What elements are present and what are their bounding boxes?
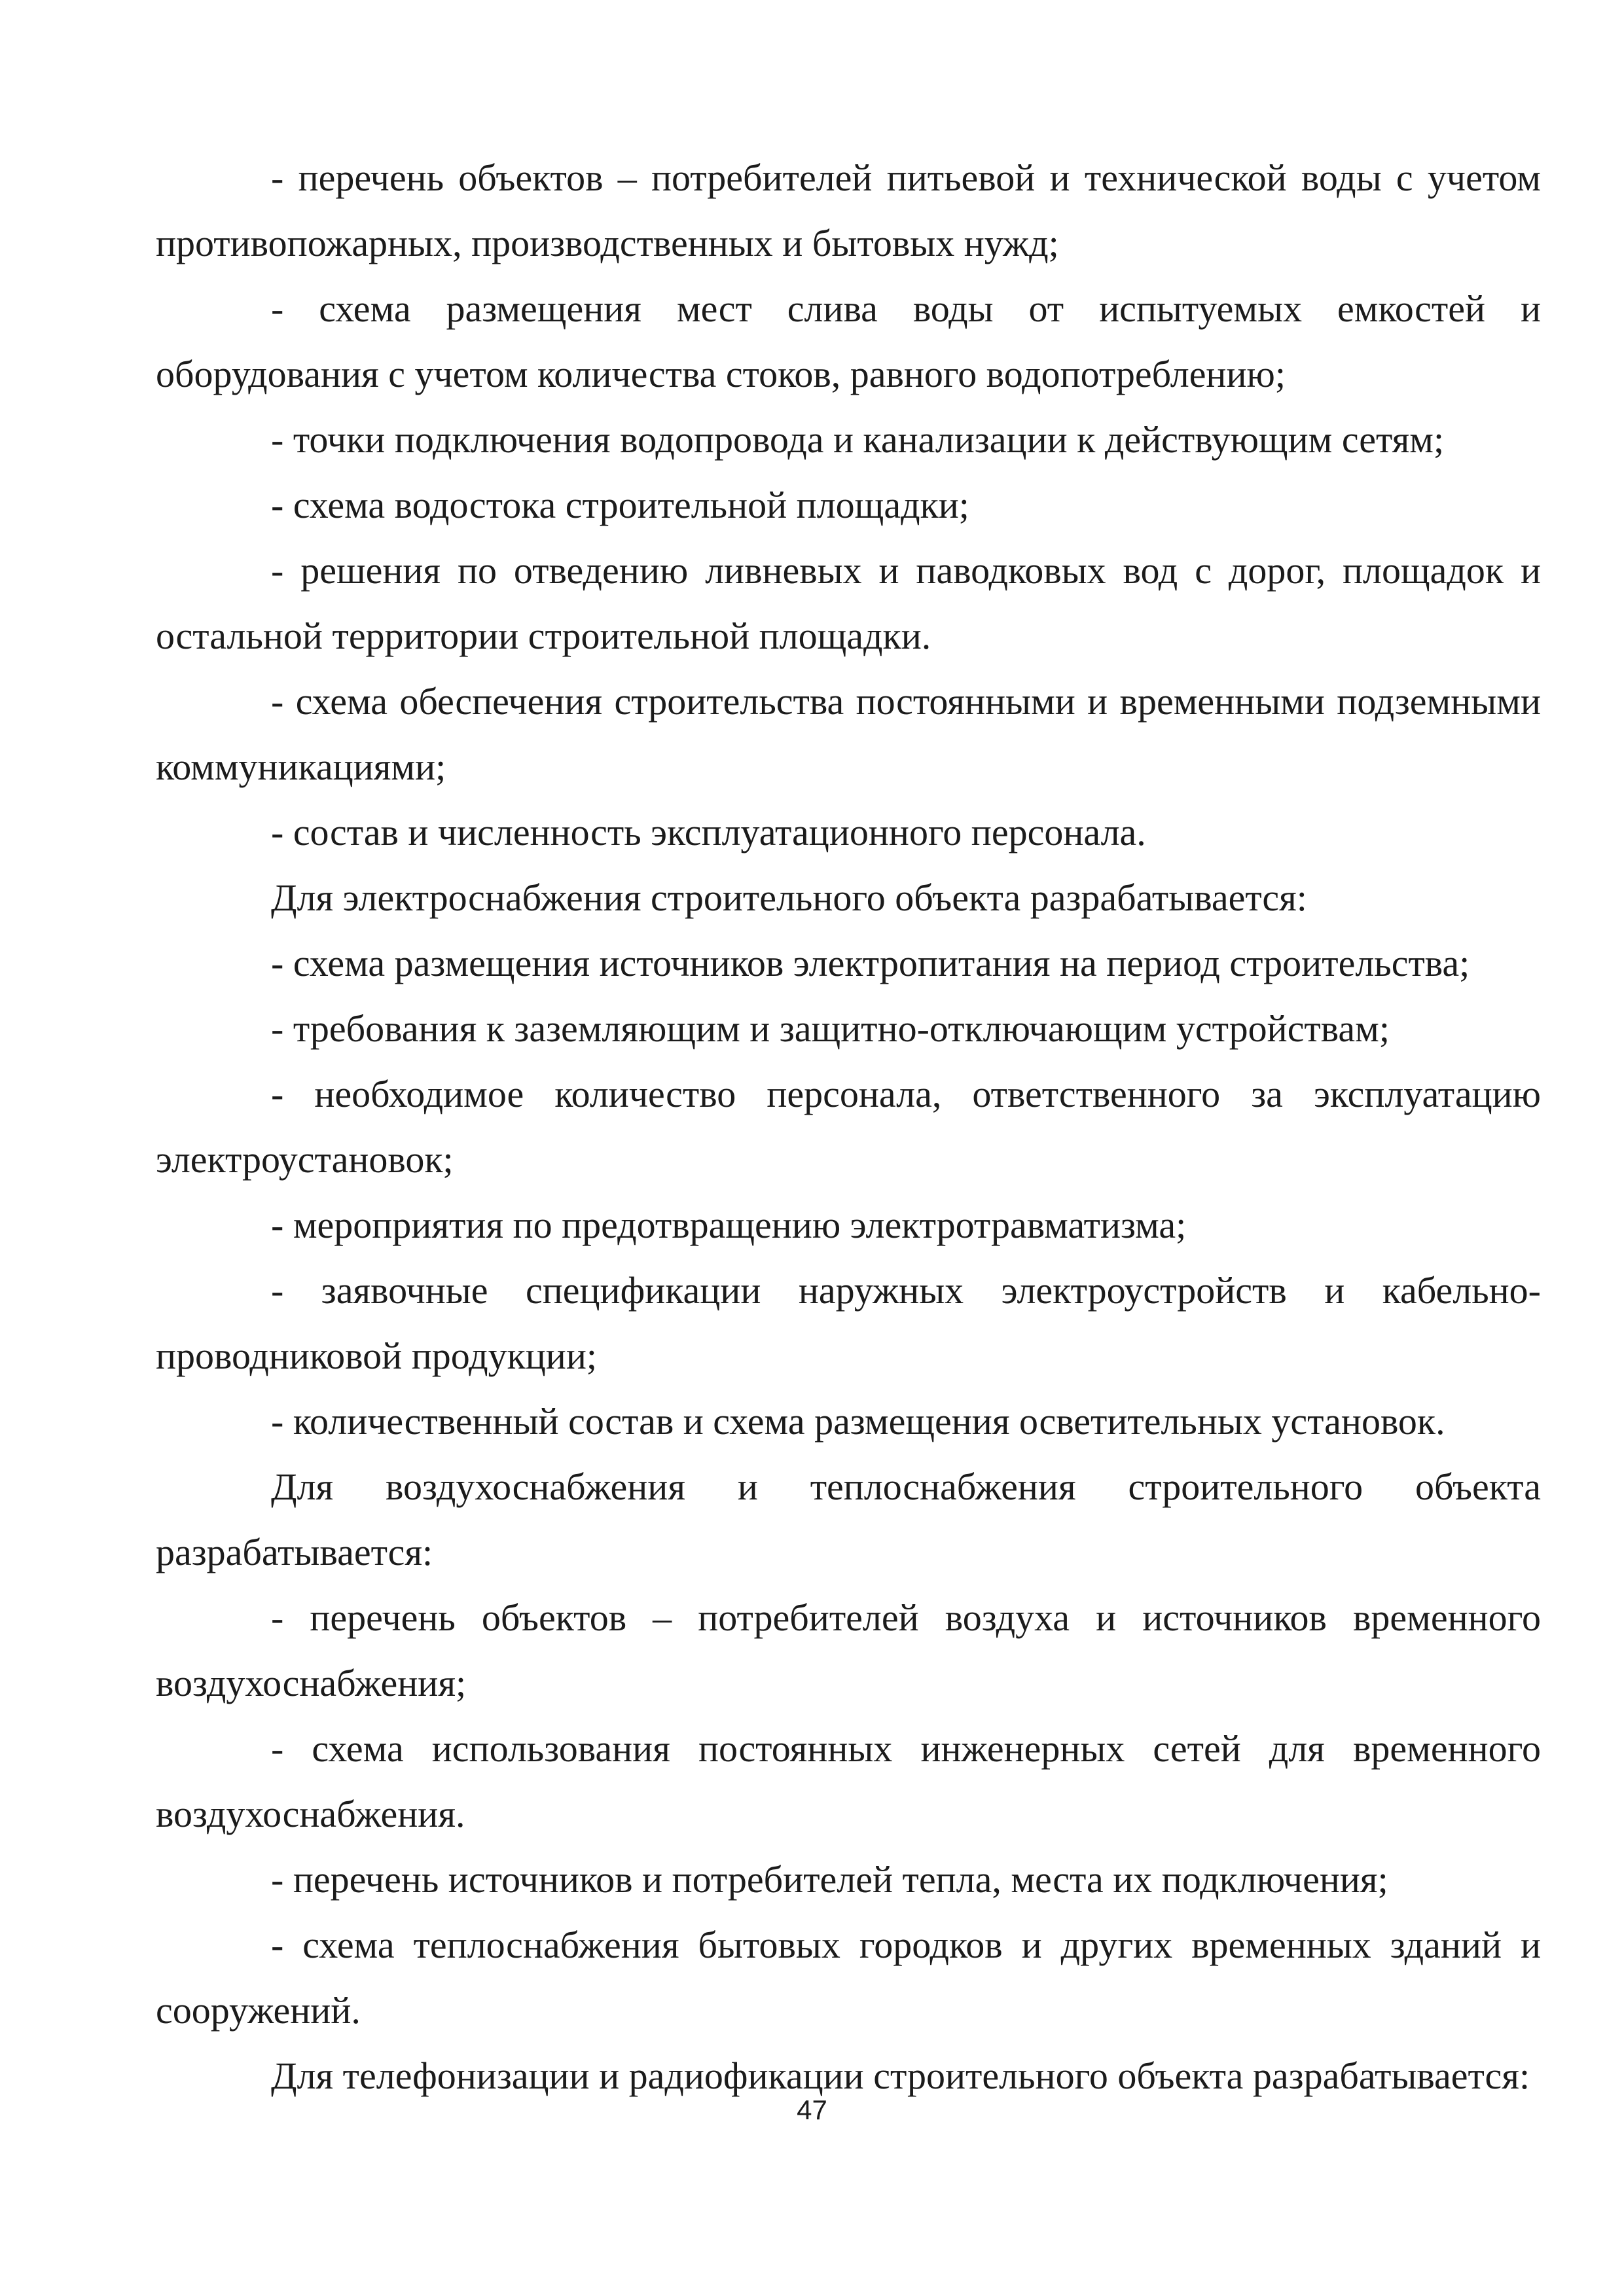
paragraph-telephony-heading: Для телефонизации и радиофикации строительного объекта разрабатывается: bbox=[271, 2054, 1530, 2097]
paragraph-operating-staff: - состав и численность эксплуатационного персонала. bbox=[271, 811, 1146, 853]
paragraph-underground-utilities: - схема обеспечения строительства постоянными и временными подземными коммуникациями; bbox=[156, 680, 1541, 788]
paragraph-air-consumers: - перечень объектов – потребителей воздуха и источников временного воздухоснабжения; bbox=[156, 1596, 1541, 1704]
paragraph-drainage-scheme: - схема водостока строительной площадки; bbox=[271, 484, 969, 526]
paragraph-heat-supply-scheme: - схема теплоснабжения бытовых городков и других временных зданий и сооружений. bbox=[156, 1924, 1541, 2032]
paragraph-power-sources: - схема размещения источников электропитания на период строительства; bbox=[271, 942, 1470, 984]
paragraph-air-heat-heading: Для воздухоснабжения и теплоснабжения строительного объекта разрабатывается: bbox=[156, 1465, 1541, 1573]
paragraph-air-networks: - схема использования постоянных инженерных сетей для временного воздухоснабжения. bbox=[156, 1727, 1541, 1835]
paragraph-lighting-installations: - количественный состав и схема размещения осветительных установок. bbox=[271, 1400, 1445, 1443]
paragraph-grounding-requirements: - требования к заземляющим и защитно-отключающим устройствам; bbox=[271, 1007, 1390, 1050]
paragraph-connection-points: - точки подключения водопровода и канализации к действующим сетям; bbox=[271, 418, 1445, 461]
paragraph-water-consumers: - перечень объектов – потребителей питьевой и технической воды с учетом противопожарных, производственных и бытовых нужд; bbox=[156, 156, 1541, 264]
document-body bbox=[156, 145, 1541, 2109]
paragraph-heat-sources: - перечень источников и потребителей тепла, места их подключения; bbox=[271, 1858, 1388, 1901]
page-number: 47 bbox=[797, 2094, 827, 2125]
paragraph-electrical-safety: - мероприятия по предотвращению электротравматизма; bbox=[271, 1204, 1187, 1246]
paragraph-storm-water: - решения по отведению ливневых и паводковых вод с дорог, площадок и остальной территории строительной площадки. bbox=[156, 549, 1541, 657]
paragraph-cable-specifications: - заявочные спецификации наружных электроустройств и кабельно-проводниковой продукции; bbox=[156, 1269, 1541, 1377]
paragraph-power-supply-heading: Для электроснабжения строительного объекта разрабатывается: bbox=[271, 876, 1307, 919]
paragraph-electrical-staff: - необходимое количество персонала, ответственного за эксплуатацию электроустановок; bbox=[156, 1073, 1541, 1181]
paragraph-water-drain-scheme: - схема размещения мест слива воды от испытуемых емкостей и оборудования с учетом количества стоков, равного водопотреблению; bbox=[156, 287, 1541, 395]
